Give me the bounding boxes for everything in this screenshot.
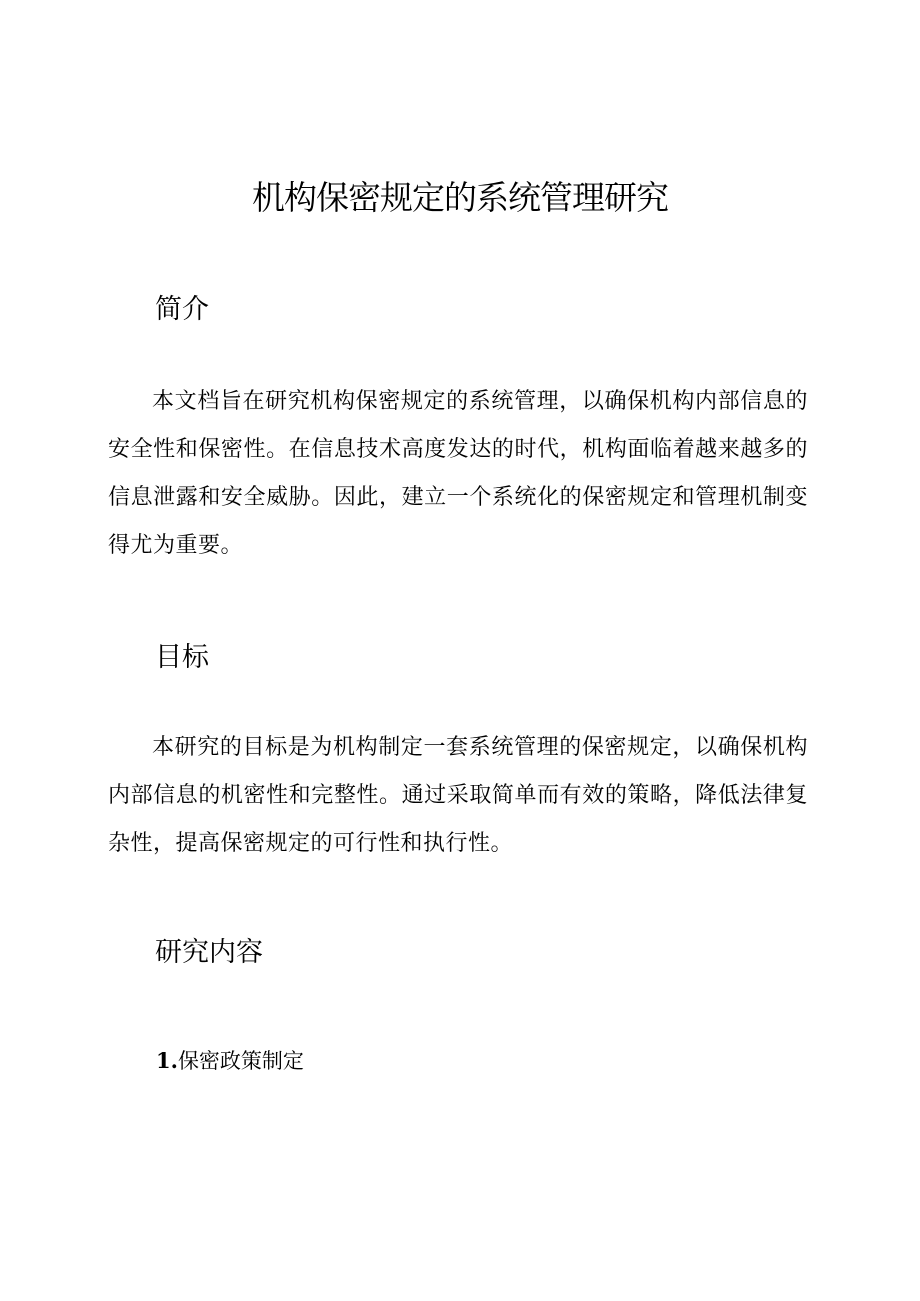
section-heading-goal: 目标 (155, 642, 209, 673)
intro-paragraph: 本文档旨在研究机构保密规定的系统管理，以确保机构内部信息的安全性和保密性。在信息技术高度发达的时代，机构面临着越来越多的信息泄露和安全威胁。因此，建立一个系统化的保密规定和管理机制变得尤为重要。 (108, 389, 808, 558)
subheading-policy-formulation (156, 1044, 304, 1078)
subheading-number: 1. (156, 1048, 178, 1073)
section-heading-intro: 简介 (155, 294, 209, 325)
goal-paragraph: 本研究的目标是为机构制定一套系统管理的保密规定，以确保机构内部信息的机密性和完整性。通过采取简单而有效的策略，降低法律复杂性，提高保密规定的可行性和执行性。 (108, 735, 808, 856)
subheading-text: 保密政策制定 (177, 1049, 304, 1073)
section-heading-research-content: 研究内容 (155, 937, 263, 968)
document-title: 机构保密规定的系统管理研究 (252, 178, 668, 217)
